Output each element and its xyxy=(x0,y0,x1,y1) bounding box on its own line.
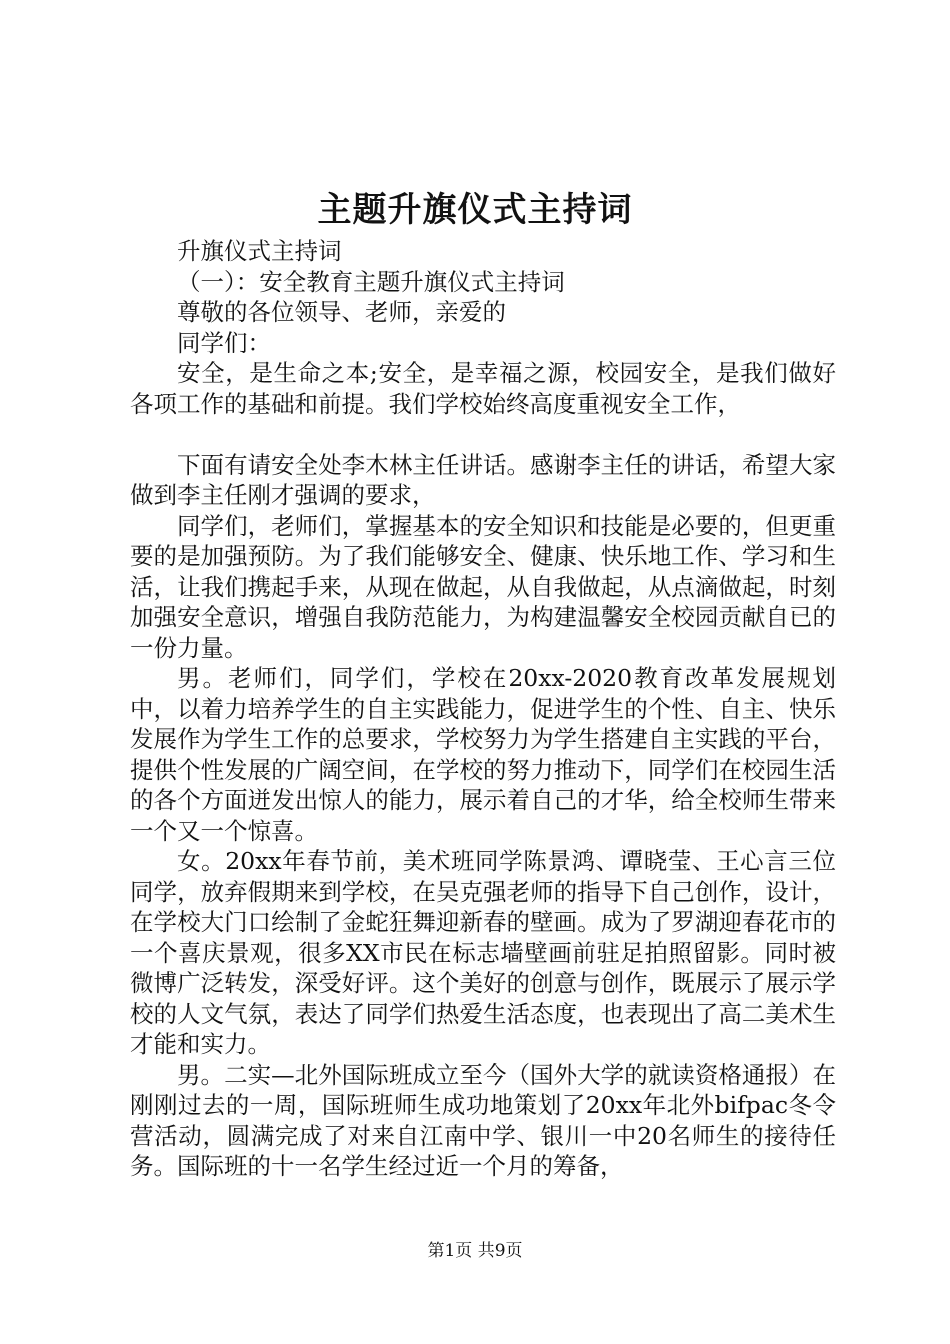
paragraph-speech-invite: 下面有请安全处李木林主任讲话。感谢李主任的讲话，希望大家做到李主任刚才强调的要求， xyxy=(130,450,836,509)
paragraph-male-1: 男。老师们，同学们，学校在20xx-2020教育改革发展规划中，以着力培养学生的自主实践能力，促进学生的个性、自主、快乐发展作为学生工作的总要求，学校努力为学生搭建自主实践的平台，提供个性发展的广阔空间，在学校的努力推动下，同学们在校园生活的各个方面迸发出惊人的能力，展示着自己的才华，给全校师生带来一个又一个惊喜。 xyxy=(130,664,836,845)
paragraph-gap xyxy=(130,419,836,450)
paragraph-salutation-cont: 同学们： xyxy=(177,328,271,357)
paragraph-heading: 升旗仪式主持词 xyxy=(177,237,342,265)
paragraph-male-2: 男。二实—北外国际班成立至今（国外大学的就读资格通报）在刚刚过去的一周，国际班师生成功地策划了20xx年北外bifpac冬令营活动，圆满完成了对来自江南中学、银川一中20名师生的接待任务。国际班的十一名学生经过近一个月的筹备， xyxy=(130,1060,836,1180)
document-title: 主题升旗仪式主持词 xyxy=(317,190,633,230)
page-footer: 第1页 共9页 xyxy=(427,1241,523,1261)
paragraph-salutation: 尊敬的各位领导、老师，亲爱的 xyxy=(177,298,506,326)
paragraph-subheading: （一）：安全教育主题升旗仪式主持词 xyxy=(177,267,565,296)
paragraph-female-1: 女。20xx年春节前，美术班同学陈景鸿、谭晓莹、王心言三位同学，放弃假期来到学校，在吴克强老师的指导下自己创作，设计，在学校大门口绘制了金蛇狂舞迎新春的壁画。成为了罗湖迎春花市的一个喜庆景观，很多XX市民在标志墙壁画前驻足拍照留影。同时被微博广泛转发，深受好评。这个美好的创意与创作，既展示了展示学校的人文气氛，表达了同学们热爱生活态度，也表现出了高二美术生才能和实力。 xyxy=(130,847,836,1058)
paragraph-safety-intro: 安全，是生命之本;安全，是幸福之源，校园安全，是我们做好各项工作的基础和前提。我们学校始终高度重视安全工作， xyxy=(130,359,836,418)
paragraph-prevention: 同学们，老师们，掌握基本的安全知识和技能是必要的，但更重要的是加强预防。为了我们能够安全、健康、快乐地工作、学习和生活，让我们携起手来，从现在做起，从自我做起，从点滴做起，时刻加强安全意识，增强自我防范能力，为构建温馨安全校园贡献自已的一份力量。 xyxy=(130,511,836,662)
document-body xyxy=(130,236,836,1182)
